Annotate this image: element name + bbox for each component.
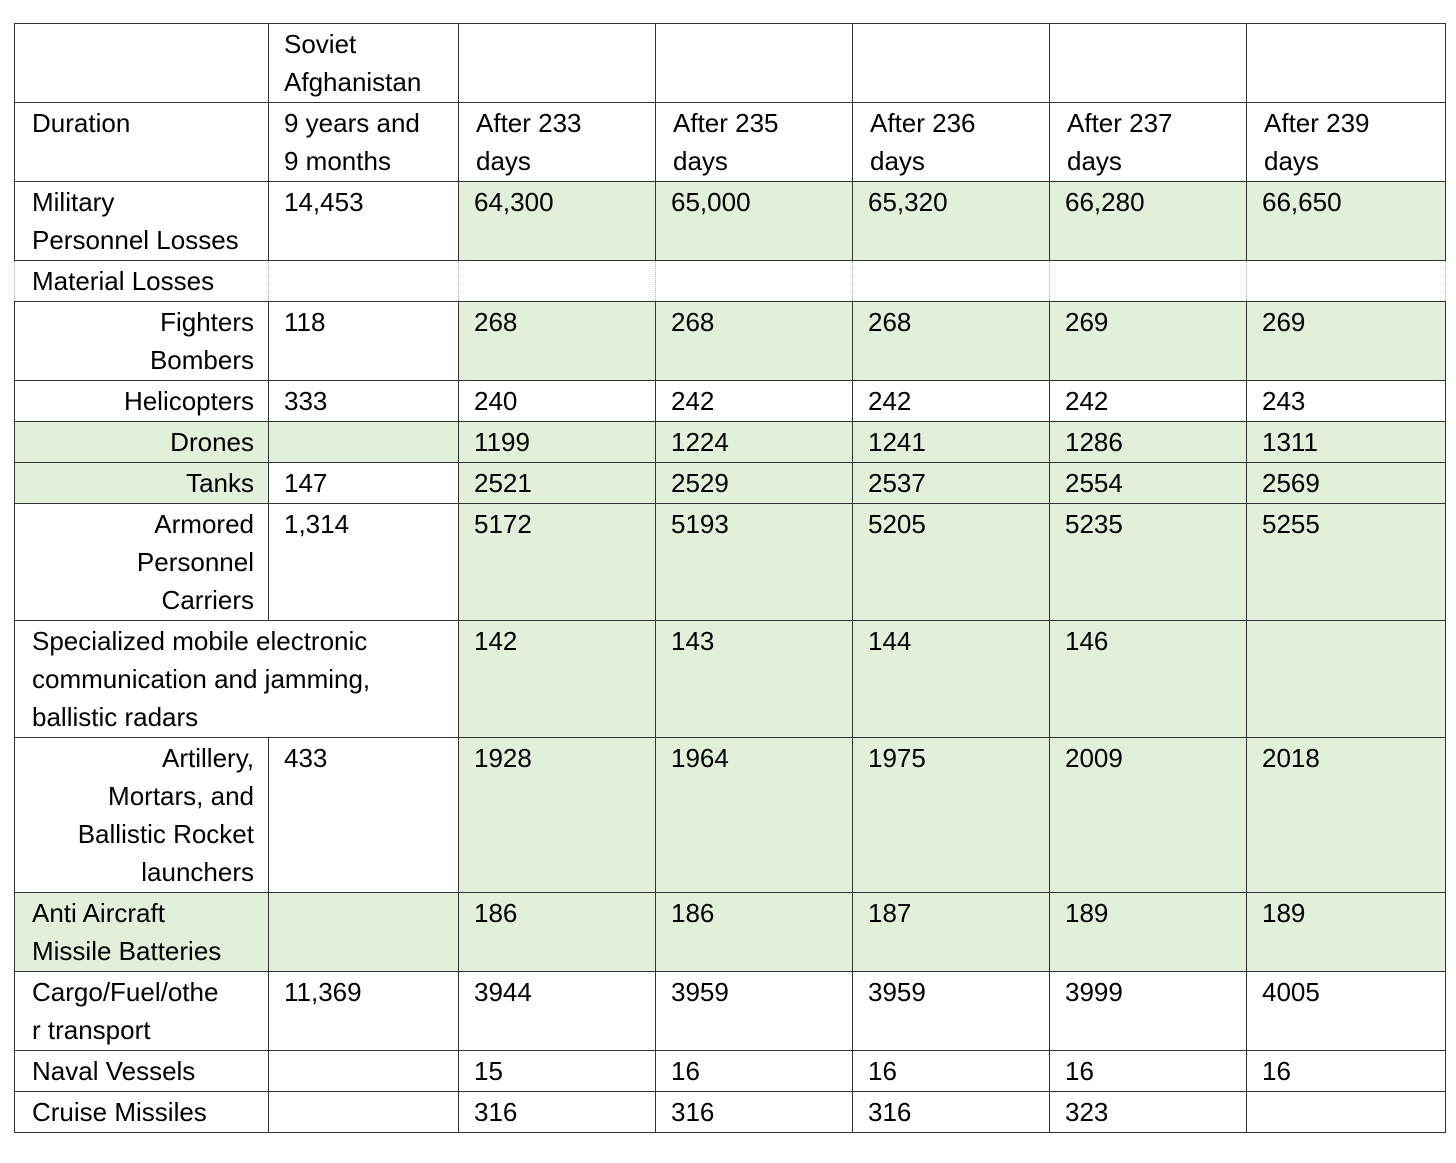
- table-cell: 66,650: [1247, 182, 1446, 261]
- table-cell: After 237 days: [1050, 103, 1247, 182]
- table-cell: 3999: [1050, 972, 1247, 1051]
- table-cell: 433: [269, 738, 459, 893]
- row-label: Helicopters: [15, 381, 269, 422]
- table-cell: After 233 days: [459, 103, 656, 182]
- table-cell: 1286: [1050, 422, 1247, 463]
- table-row-fighters: [15, 302, 1446, 381]
- table-cell: 316: [656, 1092, 853, 1133]
- table-cell: 242: [1050, 381, 1247, 422]
- table-cell: 268: [853, 302, 1050, 381]
- table-row-armored: [15, 504, 1446, 621]
- header-cell: [656, 24, 853, 103]
- header-cell: [459, 24, 656, 103]
- table-cell: 15: [459, 1051, 656, 1092]
- table-cell: 316: [853, 1092, 1050, 1133]
- table-cell: 1241: [853, 422, 1050, 463]
- table-row-tanks: [15, 463, 1446, 504]
- header-cell: [1050, 24, 1247, 103]
- table-cell: 1964: [656, 738, 853, 893]
- table-cell: 1,314: [269, 504, 459, 621]
- table-row-specialized: [15, 621, 1446, 738]
- table-row-duration: [15, 103, 1446, 182]
- table-cell: 16: [1247, 1051, 1446, 1092]
- table-cell: 186: [459, 893, 656, 972]
- table-row-cargo: [15, 972, 1446, 1051]
- row-label: Cruise Missiles: [15, 1092, 269, 1133]
- table-cell: 65,000: [656, 182, 853, 261]
- table-cell: 5172: [459, 504, 656, 621]
- table-cell: 2537: [853, 463, 1050, 504]
- table-cell: [1247, 1092, 1446, 1133]
- table-cell: [459, 261, 656, 302]
- table-cell: 144: [853, 621, 1050, 738]
- losses-table: [14, 23, 1446, 1133]
- table-cell: 268: [459, 302, 656, 381]
- row-label: Naval Vessels: [15, 1051, 269, 1092]
- table-cell: 2554: [1050, 463, 1247, 504]
- table-cell: 3959: [853, 972, 1050, 1051]
- table-cell: 1311: [1247, 422, 1446, 463]
- table-cell: 269: [1050, 302, 1247, 381]
- table-cell: [656, 261, 853, 302]
- row-label: Duration: [15, 103, 269, 182]
- table-cell: [1247, 621, 1446, 738]
- table-cell: [269, 261, 459, 302]
- row-label: Specialized mobile electronic communication and jamming, ballistic radars: [15, 621, 459, 738]
- table-row-naval: [15, 1051, 1446, 1092]
- table-cell: 4005: [1247, 972, 1446, 1051]
- header-row: [15, 24, 1446, 103]
- table-cell: 3959: [656, 972, 853, 1051]
- row-label: Material Losses: [15, 261, 269, 302]
- table-cell: After 239 days: [1247, 103, 1446, 182]
- table-cell: 186: [656, 893, 853, 972]
- table-row-antiaircraft: [15, 893, 1446, 972]
- row-label: Cargo/Fuel/othe r transport: [15, 972, 269, 1051]
- table-cell: 1928: [459, 738, 656, 893]
- table-cell: 14,453: [269, 182, 459, 261]
- row-label: Military Personnel Losses: [15, 182, 269, 261]
- table-row-helicopters: [15, 381, 1446, 422]
- table-cell: 187: [853, 893, 1050, 972]
- table-cell: 240: [459, 381, 656, 422]
- table-cell: 2569: [1247, 463, 1446, 504]
- table-cell: 3944: [459, 972, 656, 1051]
- row-label: Artillery, Mortars, and Ballistic Rocket launchers: [15, 738, 269, 893]
- table-cell: [269, 893, 459, 972]
- table-cell: 323: [1050, 1092, 1247, 1133]
- table-cell: 268: [656, 302, 853, 381]
- table-cell: 2018: [1247, 738, 1446, 893]
- table-cell: 16: [853, 1051, 1050, 1092]
- table-cell: 269: [1247, 302, 1446, 381]
- table-row-artillery: [15, 738, 1446, 893]
- table-row-cruise: [15, 1092, 1446, 1133]
- header-cell: Soviet Afghanistan: [269, 24, 459, 103]
- table-cell: [269, 1051, 459, 1092]
- table-cell: 5255: [1247, 504, 1446, 621]
- table-cell: [269, 422, 459, 463]
- table-cell: 5193: [656, 504, 853, 621]
- table-row-material: [15, 261, 1446, 302]
- table-cell: 5235: [1050, 504, 1247, 621]
- table-cell: After 236 days: [853, 103, 1050, 182]
- table-cell: 9 years and 9 months: [269, 103, 459, 182]
- table-cell: 2521: [459, 463, 656, 504]
- table-cell: 142: [459, 621, 656, 738]
- table-cell: 189: [1050, 893, 1247, 972]
- table-cell: 5205: [853, 504, 1050, 621]
- table-cell: 1224: [656, 422, 853, 463]
- table-cell: [1247, 261, 1446, 302]
- row-label: Armored Personnel Carriers: [15, 504, 269, 621]
- table-cell: 2529: [656, 463, 853, 504]
- table-cell: 11,369: [269, 972, 459, 1051]
- table-cell: 66,280: [1050, 182, 1247, 261]
- table-cell: 16: [1050, 1051, 1247, 1092]
- table-cell: [853, 261, 1050, 302]
- row-label: Tanks: [15, 463, 269, 504]
- table-cell: 316: [459, 1092, 656, 1133]
- table-cell: 16: [656, 1051, 853, 1092]
- table-cell: 147: [269, 463, 459, 504]
- table-cell: 118: [269, 302, 459, 381]
- table-cell: 189: [1247, 893, 1446, 972]
- table-row-drones: [15, 422, 1446, 463]
- header-cell: [853, 24, 1050, 103]
- table-cell: 65,320: [853, 182, 1050, 261]
- table-cell: 333: [269, 381, 459, 422]
- table-cell: 2009: [1050, 738, 1247, 893]
- table-cell: 242: [656, 381, 853, 422]
- header-cell: [1247, 24, 1446, 103]
- table-cell: 143: [656, 621, 853, 738]
- table-row-military: [15, 182, 1446, 261]
- table-cell: 64,300: [459, 182, 656, 261]
- header-cell: [15, 24, 269, 103]
- table-cell: After 235 days: [656, 103, 853, 182]
- table-cell: 1975: [853, 738, 1050, 893]
- table-cell: 243: [1247, 381, 1446, 422]
- table-cell: 242: [853, 381, 1050, 422]
- table-cell: [269, 1092, 459, 1133]
- row-label: Drones: [15, 422, 269, 463]
- table-cell: 146: [1050, 621, 1247, 738]
- table-cell: 1199: [459, 422, 656, 463]
- row-label: Anti Aircraft Missile Batteries: [15, 893, 269, 972]
- table-cell: [1050, 261, 1247, 302]
- row-label: Fighters Bombers: [15, 302, 269, 381]
